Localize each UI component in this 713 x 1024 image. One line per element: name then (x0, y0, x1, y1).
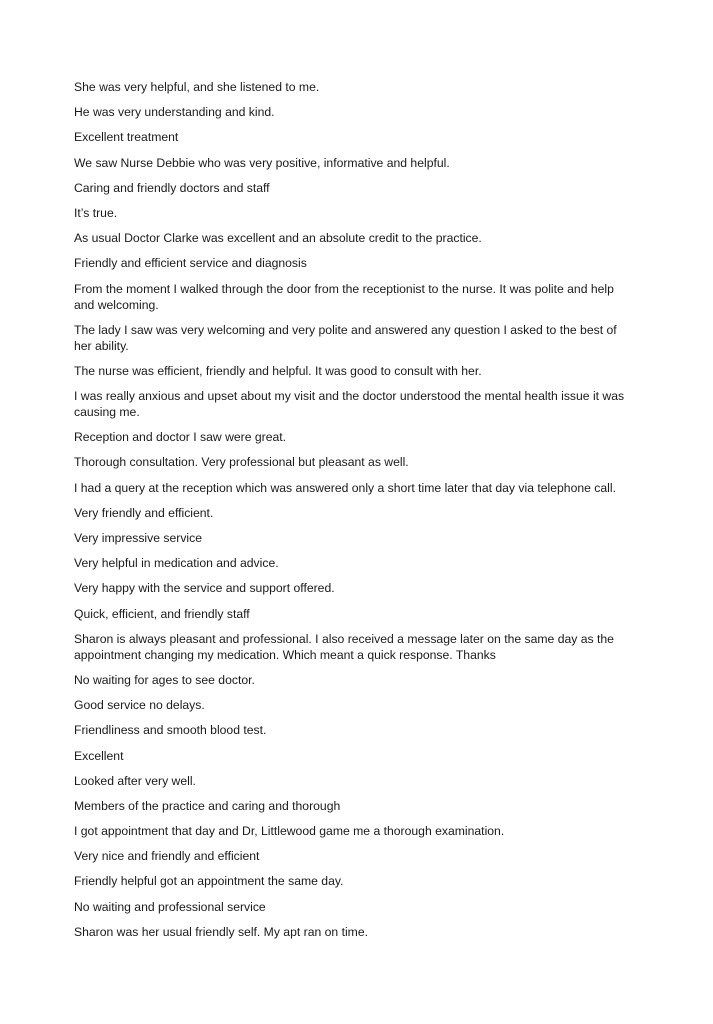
feedback-comment: Sharon was her usual friendly self. My apt ran on time. (74, 924, 368, 939)
feedback-comment: Excellent (74, 748, 124, 763)
feedback-comment: As usual Doctor Clarke was excellent and an absolute credit to the practice. (74, 231, 482, 246)
feedback-comment: He was very understanding and kind. (74, 105, 275, 120)
feedback-comment: No waiting for ages to see doctor. (74, 672, 255, 687)
feedback-comment: Sharon is always pleasant and professional. I also received a message later on the same day as the appointment changing my medication. Which meant a quick response. Thanks (74, 631, 614, 662)
feedback-comment: Friendly helpful got an appointment the same day. (74, 874, 344, 889)
feedback-comment: I was really anxious and upset about my visit and the doctor understood the mental health issue it was causing me. (74, 389, 625, 420)
feedback-comment: Very friendly and efficient. (74, 505, 214, 520)
feedback-comment: Very nice and friendly and efficient (74, 849, 260, 864)
feedback-comment: Caring and friendly doctors and staff (74, 180, 270, 195)
feedback-comment: The nurse was efficient, friendly and helpful. It was good to consult with her. (74, 363, 482, 378)
feedback-comment: Members of the practice and caring and thorough (74, 798, 341, 813)
feedback-comment: Very happy with the service and support offered. (74, 581, 335, 596)
feedback-comment: Good service no delays. (74, 698, 205, 713)
feedback-comment: Excellent treatment (74, 130, 179, 145)
feedback-comment: Very impressive service (74, 531, 203, 545)
feedback-comment: The lady I saw was very welcoming and very polite and answered any question I asked to the best of her ability. (74, 322, 617, 353)
feedback-comment: Quick, efficient, and friendly staff (74, 606, 250, 621)
feedback-comment: Thorough consultation. Very professional but pleasant as well. (74, 455, 409, 470)
feedback-comment-list (74, 79, 634, 949)
feedback-comment: Very helpful in medication and advice. (74, 556, 279, 571)
feedback-comment: We saw Nurse Debbie who was very positive, informative and helpful. (74, 155, 450, 170)
feedback-comment: She was very helpful, and she listened to me. (74, 80, 320, 94)
feedback-comment: I got appointment that day and Dr, Littlewood game me a thorough examination. (74, 824, 505, 839)
feedback-comment: It’s true. (74, 205, 118, 220)
feedback-comment: Friendly and efficient service and diagnosis (74, 256, 307, 271)
feedback-comment: I had a query at the reception which was answered only a short time later that day via telephone call. (74, 480, 616, 495)
feedback-comment: Friendliness and smooth blood test. (74, 723, 267, 738)
feedback-comment: Looked after very well. (74, 773, 196, 788)
feedback-comment: Reception and doctor I saw were great. (74, 430, 287, 445)
feedback-comment: No waiting and professional service (74, 899, 266, 914)
feedback-comment: From the moment I walked through the door from the receptionist to the nurse. It was polite and help and welcoming. (74, 281, 614, 312)
